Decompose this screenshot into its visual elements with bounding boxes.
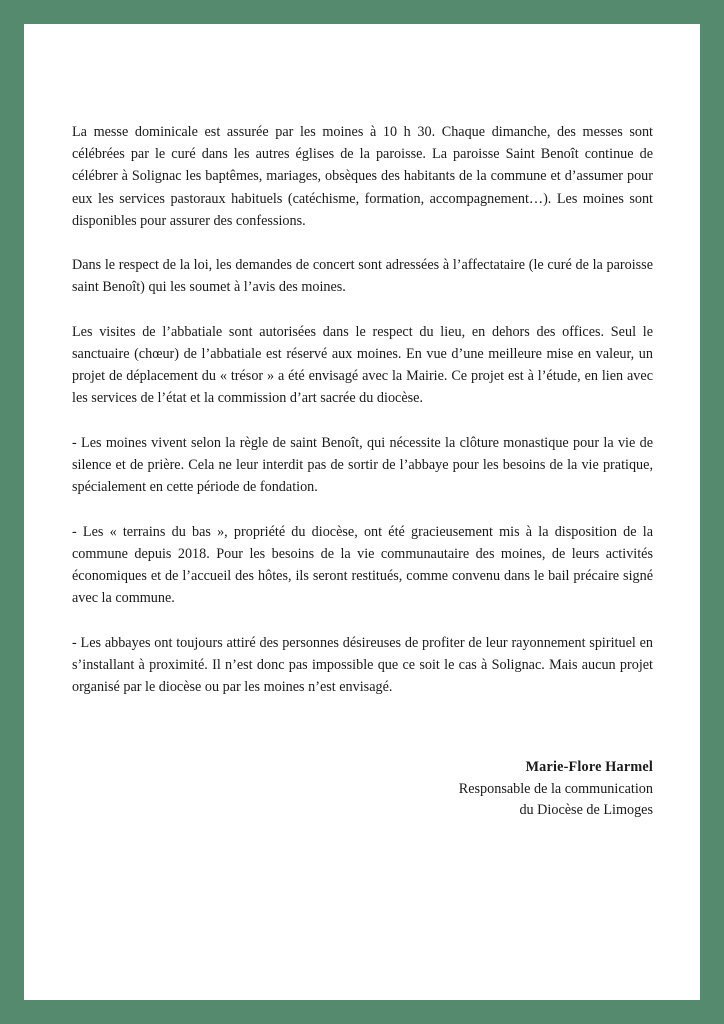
paragraph-monastic-enclosure: - Les moines vivent selon la règle de saint Benoît, qui nécessite la clôture monastique pour la vie de silence et de prière. Cela ne leur interdit pas de sortir de l’abbaye pour les besoins de la vie pratique, spécialement en cette période de fondation. xyxy=(72,434,653,496)
paragraph-lower-grounds: - Les « terrains du bas », propriété du diocèse, ont été gracieusement mis à la disposition de la commune depuis 2018. Pour les besoins de la vie communautaire des moines, de leurs activités économiques et de l’accueil des hôtes, ils seront restitués, comme convenu dans le bail précaire signé avec la commune. xyxy=(72,523,653,607)
paragraph-abbey-neighbors: - Les abbayes ont toujours attiré des personnes désireuses de profiter de leur rayonnement spirituel en s’installant à proximité. Il n’est donc pas impossible que ce soit le cas à Solignac. Mais aucun projet organisé par le diocèse ou par les moines n’est envisagé. xyxy=(72,634,653,695)
paragraph-mass: La messe dominicale est assurée par les moines à 10 h 30. Chaque dimanche, des messes sont célébrées par le curé dans les autres églises de la paroisse. La paroisse Saint Benoît continue de célébrer à Solignac les baptêmes, mariages, obsèques des habitants de la commune et d’assumer pour eux les services pastoraux habituels (catéchisme, formation, accompagnement…). Les moines sont disponibles pour assurer des confessions. xyxy=(72,124,653,229)
document-page xyxy=(24,24,700,1000)
signature-name: Marie-Flore Harmel xyxy=(525,759,653,775)
signature-block xyxy=(459,757,653,822)
paragraph-concerts: Dans le respect de la loi, les demandes de concert sont adressées à l’affectataire (le curé de la paroisse saint Benoît) qui les soumet à l’avis des moines. xyxy=(72,257,653,296)
signature-role-line-2: du Diocèse de Limoges xyxy=(519,802,653,818)
paragraph-visits: Les visites de l’abbatiale sont autorisées dans le respect du lieu, en dehors des offices. Seul le sanctuaire (chœur) de l’abbatiale est réservé aux moines. En vue d’une meilleure mise en valeur, un projet de déplacement du « trésor » a été envisagé avec la Mairie. Ce projet est à l’étude, en lien avec les services de l’état et la commission d’art sacrée du diocèse. xyxy=(72,323,653,407)
signature-role-line-1: Responsable de la communication xyxy=(458,780,653,797)
